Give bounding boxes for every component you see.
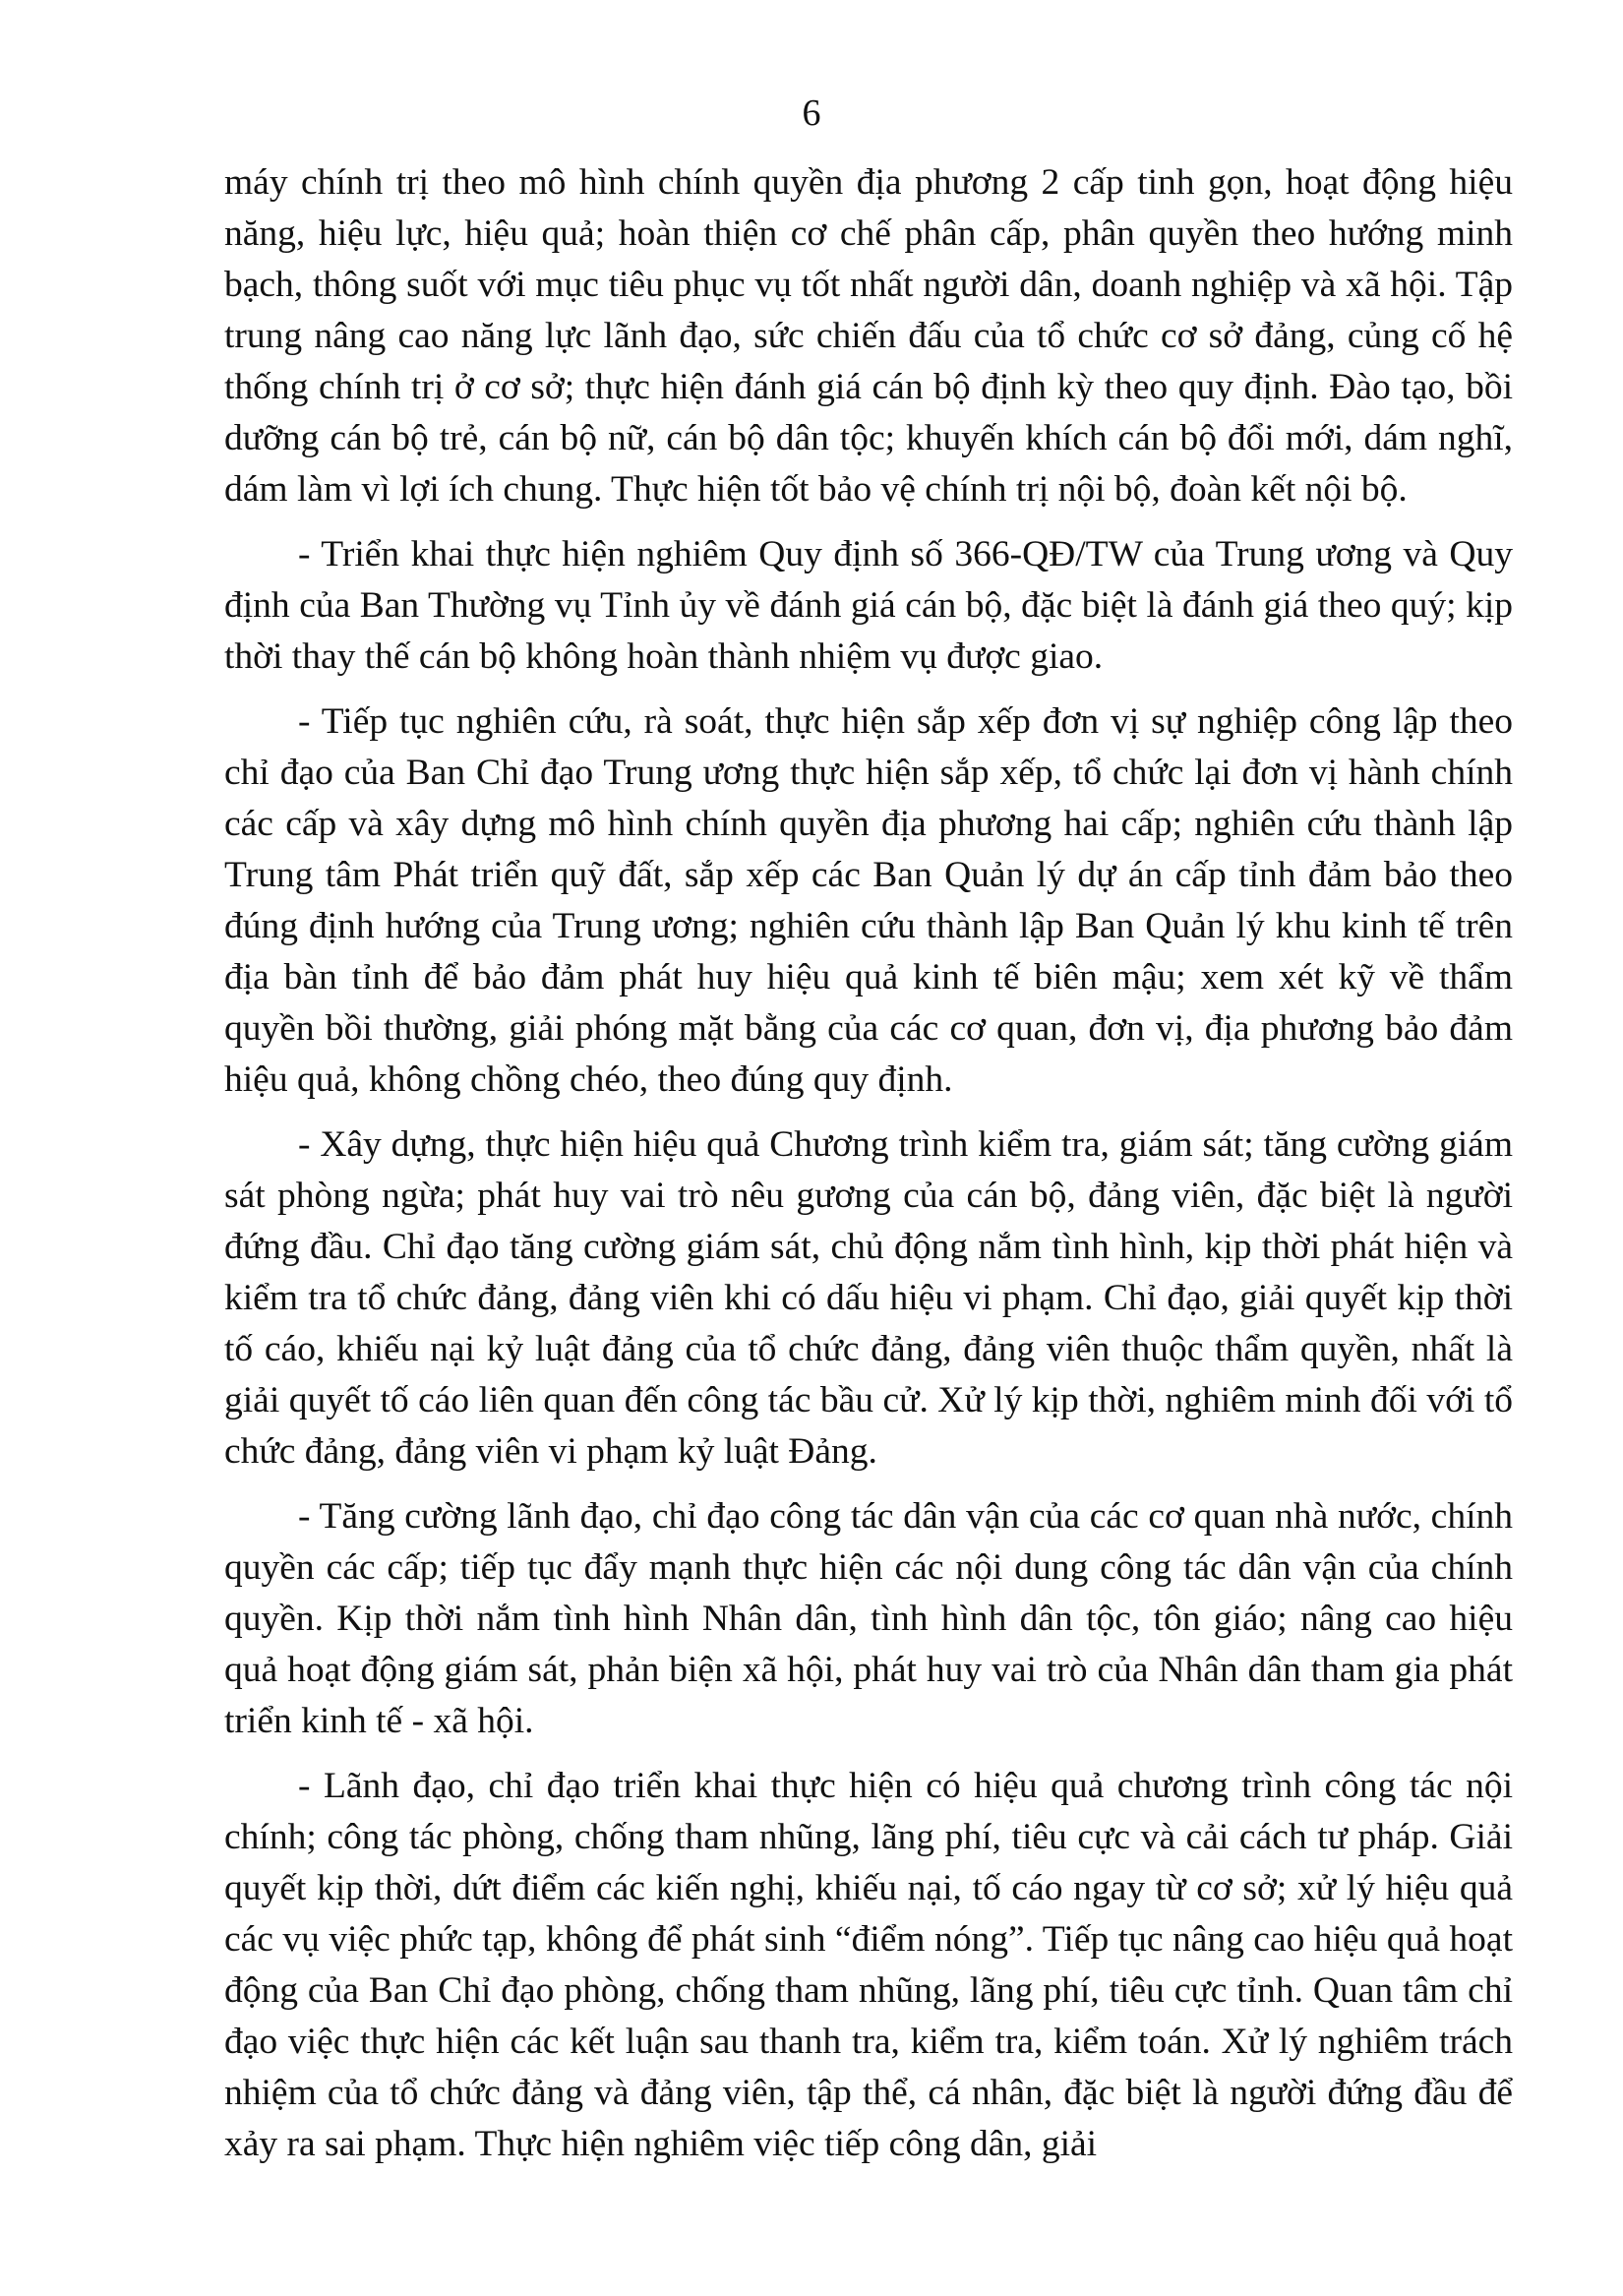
paragraph-internal-affairs: - Lãnh đạo, chỉ đạo triển khai thực hiện có hiệu quả chương trình công tác nội chính; công tác phòng, chống tham nhũng, lãng phí, tiêu cực và cải cách tư pháp. Giải quyết kịp thời, dứt điểm các kiến nghị, khiếu nại, tố cáo ngay từ cơ sở; xử lý hiệu quả các vụ việc phức tạp, không để phát sinh “điểm nóng”. Tiếp tục nâng cao hiệu quả hoạt động của Ban Chỉ đạo phòng, chống tham nhũng, lãng phí, tiêu cực tỉnh. Quan tâm chỉ đạo việc thực hiện các kết luận sau thanh tra, kiểm tra, kiểm toán. Xử lý nghiêm trách nhiệm của tổ chức đảng và đảng viên, tập thể, cá nhân, đặc biệt là người đứng đầu để xảy ra sai phạm. Thực hiện nghiêm việc tiếp công dân, giải [224,1766,1513,2164]
paragraph-inspection-supervision: - Xây dựng, thực hiện hiệu quả Chương trình kiểm tra, giám sát; tăng cường giám sát phòng ngừa; phát huy vai trò nêu gương của cán bộ, đảng viên, đặc biệt là người đứng đầu. Chỉ đạo tăng cường giám sát, chủ động nắm tình hình, kịp thời phát hiện và kiểm tra tổ chức đảng, đảng viên khi có dấu hiệu vi phạm. Chỉ đạo, giải quyết kịp thời tố cáo, khiếu nại kỷ luật đảng của tổ chức đảng, đảng viên thuộc thẩm quyền, nhất là giải quyết tố cáo liên quan đến công tác bầu cử. Xử lý kịp thời, nghiêm minh đối với tổ chức đảng, đảng viên vi phạm kỷ luật Đảng. [224,1124,1513,1472]
page-number: 6 [802,92,821,134]
paragraph-unit-restructuring: - Tiếp tục nghiên cứu, rà soát, thực hiện sắp xếp đơn vị sự nghiệp công lập theo chỉ đạo của Ban Chỉ đạo Trung ương thực hiện sắp xếp, tổ chức lại đơn vị hành chính các cấp và xây dựng mô hình chính quyền địa phương hai cấp; nghiên cứu thành lập Trung tâm Phát triển quỹ đất, sắp xếp các Ban Quản lý dự án cấp tỉnh đảm bảo theo đúng định hướng của Trung ương; nghiên cứu thành lập Ban Quản lý khu kinh tế trên địa bàn tỉnh để bảo đảm phát huy hiệu quả kinh tế biên mậu; xem xét kỹ về thẩm quyền bồi thường, giải phóng mặt bằng của các cơ quan, đơn vị, địa phương bảo đảm hiệu quả, không chồng chéo, theo đúng quy định. [224,701,1513,1100]
paragraph-staff-evaluation: - Triển khai thực hiện nghiêm Quy định số 366-QĐ/TW của Trung ương và Quy định của Ban Thường vụ Tỉnh ủy về đánh giá cán bộ, đặc biệt là đánh giá theo quý; kịp thời thay thế cán bộ không hoàn thành nhiệm vụ được giao. [224,534,1513,677]
paragraph-mass-mobilization: - Tăng cường lãnh đạo, chỉ đạo công tác dân vận của các cơ quan nhà nước, chính quyền các cấp; tiếp tục đẩy mạnh thực hiện các nội dung công tác dân vận của chính quyền. Kịp thời nắm tình hình Nhân dân, tình hình dân tộc, tôn giáo; nâng cao hiệu quả hoạt động giám sát, phản biện xã hội, phát huy vai trò của Nhân dân tham gia phát triển kinh tế - xã hội. [224,1496,1513,1741]
document-body [224,157,1513,2170]
paragraph-continuation: máy chính trị theo mô hình chính quyền địa phương 2 cấp tinh gọn, hoạt động hiệu năng, hiệu lực, hiệu quả; hoàn thiện cơ chế phân cấp, phân quyền theo hướng minh bạch, thông suốt với mục tiêu phục vụ tốt nhất người dân, doanh nghiệp và xã hội. Tập trung nâng cao năng lực lãnh đạo, sức chiến đấu của tổ chức cơ sở đảng, củng cố hệ thống chính trị ở cơ sở; thực hiện đánh giá cán bộ định kỳ theo quy định. Đào tạo, bồi dưỡng cán bộ trẻ, cán bộ nữ, cán bộ dân tộc; khuyến khích cán bộ đổi mới, dám nghĩ, dám làm vì lợi ích chung. Thực hiện tốt bảo vệ chính trị nội bộ, đoàn kết nội bộ. [224,162,1513,510]
